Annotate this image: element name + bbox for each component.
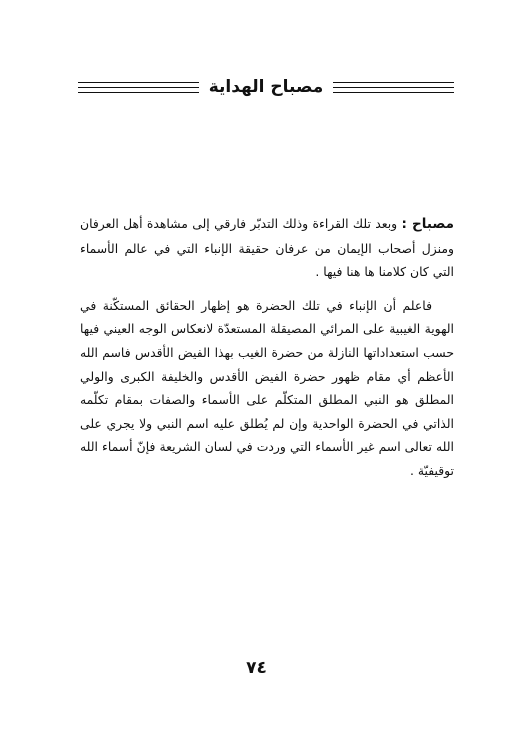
running-header <box>78 72 454 102</box>
header-rule-right <box>333 82 454 93</box>
header-rule-left <box>78 82 199 93</box>
body-text <box>80 212 454 483</box>
running-header-title: مصباح الهداية <box>208 77 324 97</box>
paragraph-1-text: وبعد تلك القراءة وذلك التدبّر فارقي إلى مشاهدة أهل العرفان ومنزل أصحاب الإيمان من عرفان حقيقة الإنباء التي في عالم الأسماء التي كان كلامنا ها هنا فيها . <box>80 216 454 280</box>
lead-term: مصباح : <box>401 216 454 232</box>
page-number: ٧٤ <box>246 658 267 678</box>
paragraph-2: فاعلم أن الإنباء في تلك الحضرة هو إظهار الحقائق المستكّنة في الهوية الغيبية على المرائي المصيقلة المستعدّة لانعكاس الوجه العيني فيها حسب استعداداتها النازلة من حضرة الغيب بهذا الفيض الأقدس فاسم الله الأعظم أي مقام ظهور حضرة الفيض الأقدس والخليفة الكبرى والولي المطلق هو النبي المطلق المتكلّم على الأسماء والصفات بمقام تكلّمه الذاتي في الحضرة الواحدية وإن لم يُطلق عليه اسم النبي ولا يجري على الله تعالى اسم غير الأسماء التي وردت في لسان الشريعة فإنّ أسماء الله توقيفيّة . <box>80 297 454 478</box>
paragraph-1 <box>80 212 454 284</box>
